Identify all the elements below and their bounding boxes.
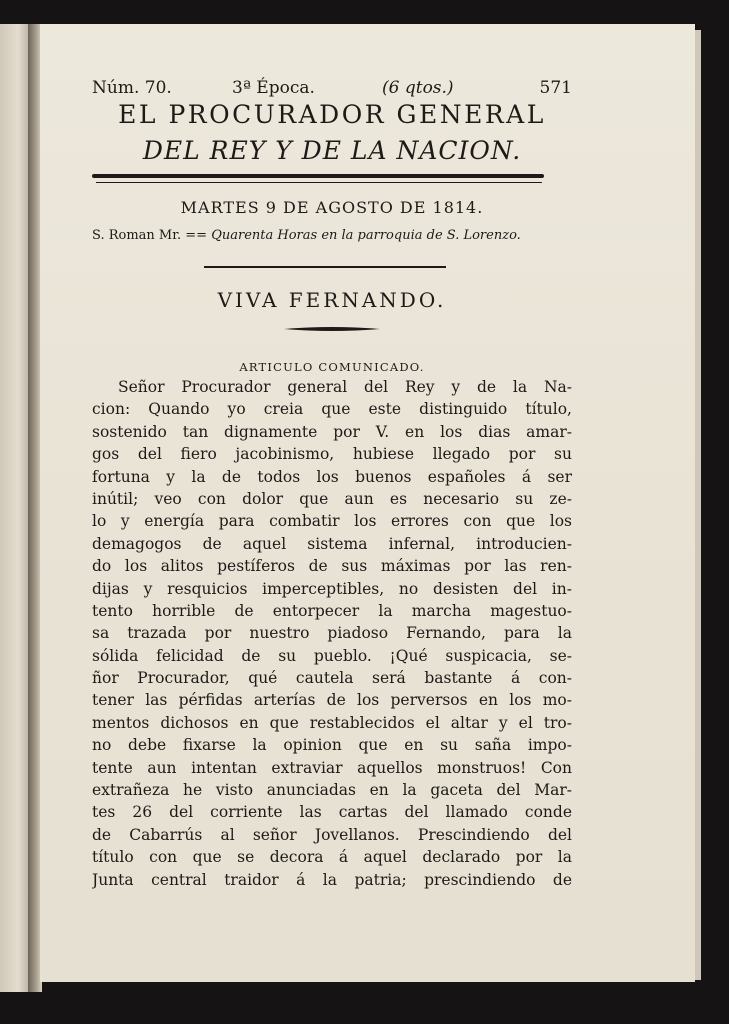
ornament-icon (284, 326, 380, 332)
article-line: extrañeza he visto anunciadas en la gaceta del Mar- (92, 781, 572, 800)
article-line: gos del fiero jacobinismo, hubiese llegado por su (92, 445, 572, 464)
epoch-label: 3ª Época. (232, 78, 315, 98)
article-line: dijas y resquicios imperceptibles, no desisten del in- (92, 579, 572, 598)
article-body (92, 376, 572, 891)
article-line: mentos dichosos en que restablecidos el altar y el tro- (92, 713, 572, 732)
article-line: cion: Quando yo creia que este distinguido título, (92, 400, 572, 419)
masthead-title: EL PROCURADOR GENERAL (118, 100, 546, 129)
article-line: ñor Procurador, qué cautela será bastante á con- (92, 669, 572, 688)
facing-page-edge (0, 24, 30, 992)
saint-of-day-line (92, 228, 572, 243)
separator: == (185, 228, 208, 243)
motto: VIVA FERNANDO. (217, 288, 447, 312)
quires-count: (6 qtos.) (382, 78, 454, 98)
article-line: Junta central traidor á la patria; prescindiendo de (92, 870, 572, 889)
article-line: inútil; veo con dolor que aun es necesario su ze- (92, 489, 572, 508)
section-rule (204, 266, 446, 268)
date-line: MARTES 9 DE AGOSTO DE 1814. (180, 198, 484, 217)
page-number: 571 (539, 78, 572, 98)
article-line: tento horrible de entorpecer la marcha magestuo- (92, 601, 572, 620)
article-line: do los alitos pestíferos de sus máximas por las ren- (92, 557, 572, 576)
article-line: lo y energía para combatir los errores con que los (92, 512, 572, 531)
masthead-rule-heavy (92, 174, 544, 178)
article-line: sólida felicidad de su pueblo. ¡Qué suspicacia, se- (92, 646, 572, 665)
article-line: demagogos de aquel sistema infernal, introducien- (92, 534, 572, 553)
page-fore-edge (695, 30, 701, 980)
article-line: título con que se decora á aquel declarado por la (92, 848, 572, 867)
header-row (92, 78, 572, 102)
saint-name: S. Roman Mr. (92, 228, 182, 243)
article-line: Señor Procurador general del Rey y de la Na- (118, 378, 572, 396)
article-line: tes 26 del corriente las cartas del llamado conde (92, 803, 572, 822)
article-line: tener las pérfidas arterías de los perversos en los mo- (92, 691, 572, 710)
ornament-rule (92, 326, 572, 332)
article-line: no debe fixarse la opinion que en su saña impo- (92, 736, 572, 755)
devotion-note: Quarenta Horas en la parroquia de S. Lorenzo. (211, 228, 521, 243)
article-line: tente aun intentan extraviar aquellos monstruos! Con (92, 758, 572, 777)
article-heading: ARTICULO COMUNICADO. (239, 360, 425, 374)
article-line: sostenido tan dignamente por V. en los dias amar- (92, 422, 572, 441)
masthead-rule-thin (96, 182, 542, 183)
article-line: fortuna y la de todos los buenos españoles á ser (92, 467, 572, 486)
masthead-subtitle: DEL REY Y DE LA NACION. (142, 136, 522, 165)
article-line: de Cabarrús al señor Jovellanos. Prescindiendo del (92, 825, 572, 844)
article-line: sa trazada por nuestro piadoso Fernando, para la (92, 624, 572, 643)
issue-number: Núm. 70. (92, 78, 172, 98)
